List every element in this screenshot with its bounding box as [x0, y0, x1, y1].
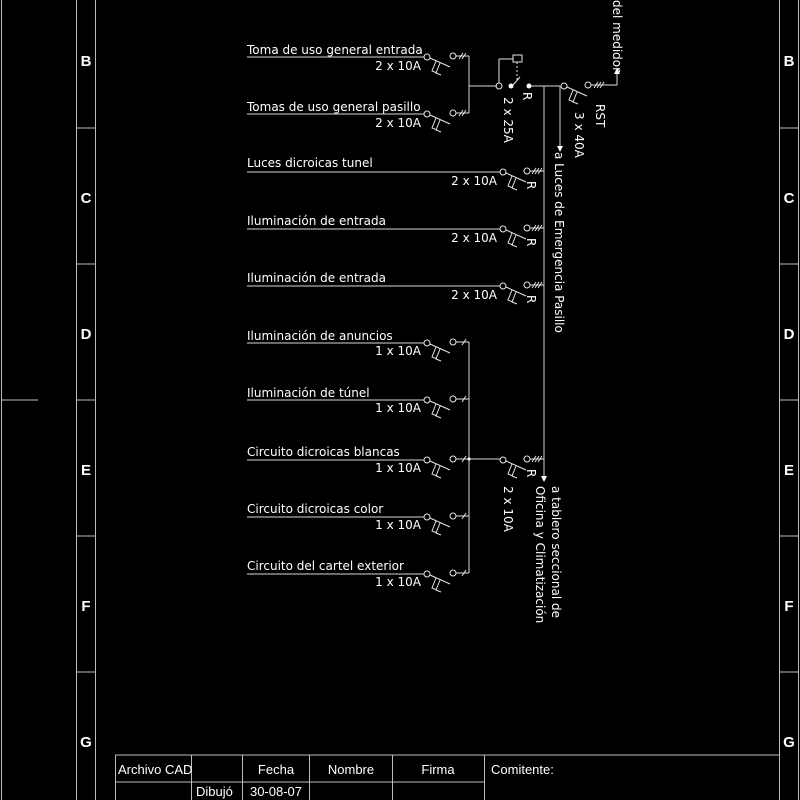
zone-label: D [783, 326, 795, 343]
phase-label: R [524, 238, 538, 247]
phase-label: R [524, 295, 538, 304]
circuit-name: Iluminación de anuncios [247, 329, 393, 343]
zone-labels-right [783, 53, 795, 751]
left-frame [2, 0, 97, 800]
breaker-icon [424, 339, 469, 361]
breaker-icon [424, 396, 469, 418]
emergency-feed-label: a Luces de Emergencia Pasillo [552, 152, 566, 333]
circuit-rating: 1 x 10A [375, 461, 421, 475]
zone-label: G [783, 734, 795, 751]
circuit-rating: 2 x 10A [375, 116, 421, 130]
main-breaker-phases: RST [593, 104, 607, 128]
zone-label: D [80, 326, 92, 343]
circuit-rating: 2 x 10A [451, 174, 497, 188]
circuit-rating: 2 x 10A [375, 59, 421, 73]
breaker-icon [424, 456, 469, 478]
circuit-name: Circuito del cartel exterior [247, 559, 404, 573]
nombre-header: Nombre [327, 762, 375, 777]
zone-label: E [80, 462, 92, 479]
circuit-rating: 1 x 10A [375, 575, 421, 589]
main-breaker-icon [561, 83, 567, 89]
circuit-rating: 1 x 10A [375, 344, 421, 358]
firma-header: Firma [421, 762, 455, 777]
main-breaker-rating: 3 x 40A [572, 112, 586, 158]
feeder-labels [501, 0, 624, 623]
zone-label: B [80, 53, 92, 70]
phase-label: R [524, 469, 538, 478]
circuit-name: Circuito dicroicas color [247, 502, 384, 516]
fecha-header: Fecha [257, 762, 295, 777]
circuit-name: Tomas de uso general pasillo [247, 100, 421, 114]
breaker-symbols-group-2 [500, 168, 544, 478]
office-feed-label-2: Oficina y Climatización [533, 486, 547, 624]
breaker-icon [424, 570, 469, 592]
zone-label: C [80, 190, 92, 207]
zone-label: F [81, 598, 91, 615]
dibujo-date: 30-08-07 [249, 784, 303, 799]
circuit-rating: 2 x 10A [451, 231, 497, 245]
title-block [115, 755, 779, 800]
circuit-name: Circuito dicroicas blancas [247, 445, 400, 459]
circuit-rating: 2 x 10A [451, 288, 497, 302]
circuit-rating: 1 x 10A [375, 518, 421, 532]
breaker-icon [424, 53, 469, 75]
differential-phase: R [520, 92, 534, 101]
breaker-icon [424, 513, 469, 535]
archivo-cad-label: Archivo CAD [118, 762, 193, 777]
phase-label: R [524, 181, 538, 190]
zone-label: C [783, 190, 795, 207]
differential-rating: 2 x 25A [501, 97, 515, 143]
circuit-name: Luces dicroicas tunel [247, 156, 373, 170]
dibujo-label: Dibujó [196, 784, 233, 799]
circuit-name: Iluminación de túnel [247, 386, 370, 400]
circuit-name: Toma de uso general entrada [247, 43, 423, 57]
office-breaker-rating: 2 x 10A [501, 486, 515, 532]
breaker-icon [424, 110, 469, 132]
zone-label: E [783, 462, 795, 479]
circuit-labels [246, 43, 500, 589]
feeder-from-meter-label: del medidor [610, 0, 624, 73]
zone-label: F [784, 598, 794, 615]
circuit-name: Iluminación de entrada [247, 214, 386, 228]
right-frame [779, 0, 799, 800]
circuit-name: Iluminación de entrada [247, 271, 386, 285]
circuit-rating: 1 x 10A [375, 401, 421, 415]
breaker-symbols-group-1 [424, 53, 469, 592]
zone-label: B [783, 53, 795, 70]
comitente-label: Comitente: [491, 762, 554, 777]
office-feed-label-1: a tablero seccional de [549, 486, 563, 618]
zone-label: G [80, 734, 92, 751]
zone-labels-left [80, 53, 92, 751]
